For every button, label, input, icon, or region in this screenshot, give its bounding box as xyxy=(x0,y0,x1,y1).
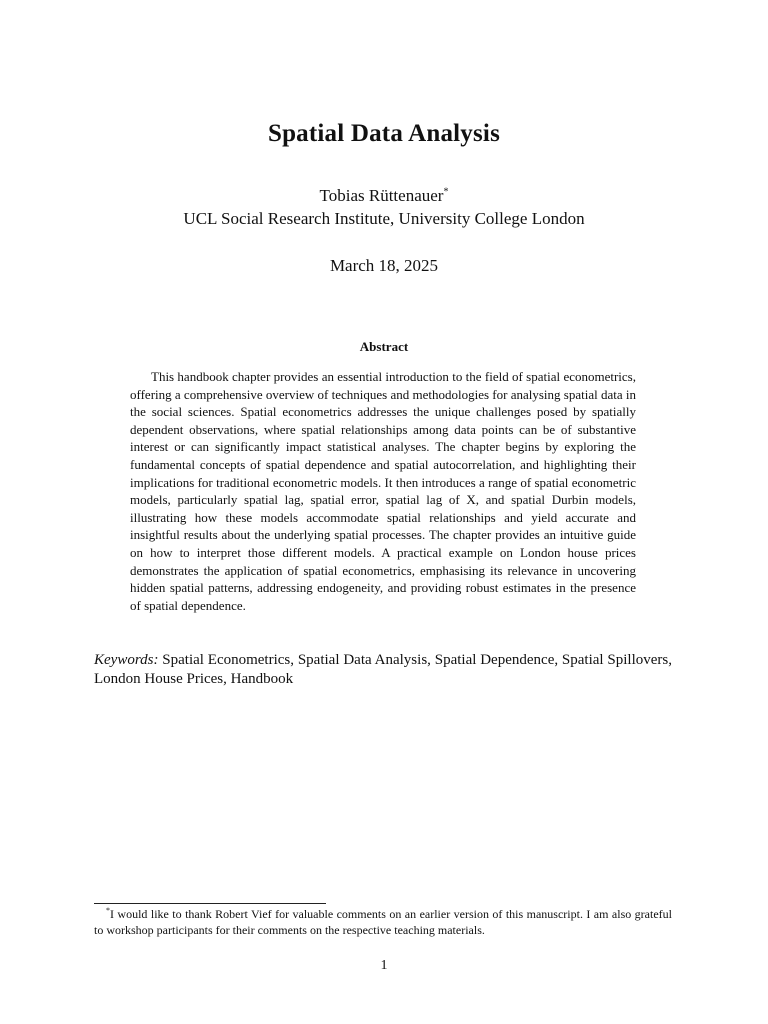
keywords-paragraph xyxy=(94,651,672,689)
keywords-label: Keywords: xyxy=(94,652,159,668)
author-name: Tobias Rüttenauer xyxy=(319,186,444,205)
author-affiliation: UCL Social Research Institute, University College London xyxy=(183,209,585,228)
author-footnote-marker: * xyxy=(443,186,449,198)
paper-title: Spatial Data Analysis xyxy=(267,120,501,147)
footnote xyxy=(94,906,672,938)
author-line xyxy=(0,186,768,206)
keywords-list: Spatial Econometrics, Spatial Data Analysis, Spatial Dependence, Spatial Spillovers, London House Prices, Handbook xyxy=(94,652,673,687)
abstract-text: This handbook chapter provides an essential introduction to the field of spatial econometrics, offering a comprehensive overview of techniques and methodologies for analysing spatial data in the social sciences. Spatial econometrics addresses the unique challenges posed by spatially dependent observations, where spatial relationships among data points can be of substantive interest or can significantly impact statistical analyses. The chapter begins by exploring the fundamental concepts of spatial dependence and spatial autocorrelation, and highlighting their implications for traditional econometric models. It then introduces a range of spatial econometric models, particularly spatial lag, spatial error, spatial lag of X, and spatial Durbin models, illustrating how these models accommodate spatial relationships and yield accurate and insightful results about the underlying spatial processes. The chapter provides an intuitive guide on how to interpret those different models. A practical example on London house prices demonstrates the application of spatial econometrics, emphasising its relevance in uncovering hidden spatial patterns, addressing endogeneity, and providing robust estimates in the presence of spatial dependence. xyxy=(130,369,636,613)
footnote-marker: * xyxy=(106,906,110,915)
abstract-heading: Abstract xyxy=(359,339,409,354)
footnote-text: I would like to thank Robert Vief for valuable comments on an earlier version of this manuscript. I am also grateful to workshop participants for their comments on the respective teaching materials. xyxy=(94,907,672,937)
publication-date: March 18, 2025 xyxy=(329,256,439,275)
footnote-divider xyxy=(94,903,326,904)
page-number: 1 xyxy=(380,958,388,973)
